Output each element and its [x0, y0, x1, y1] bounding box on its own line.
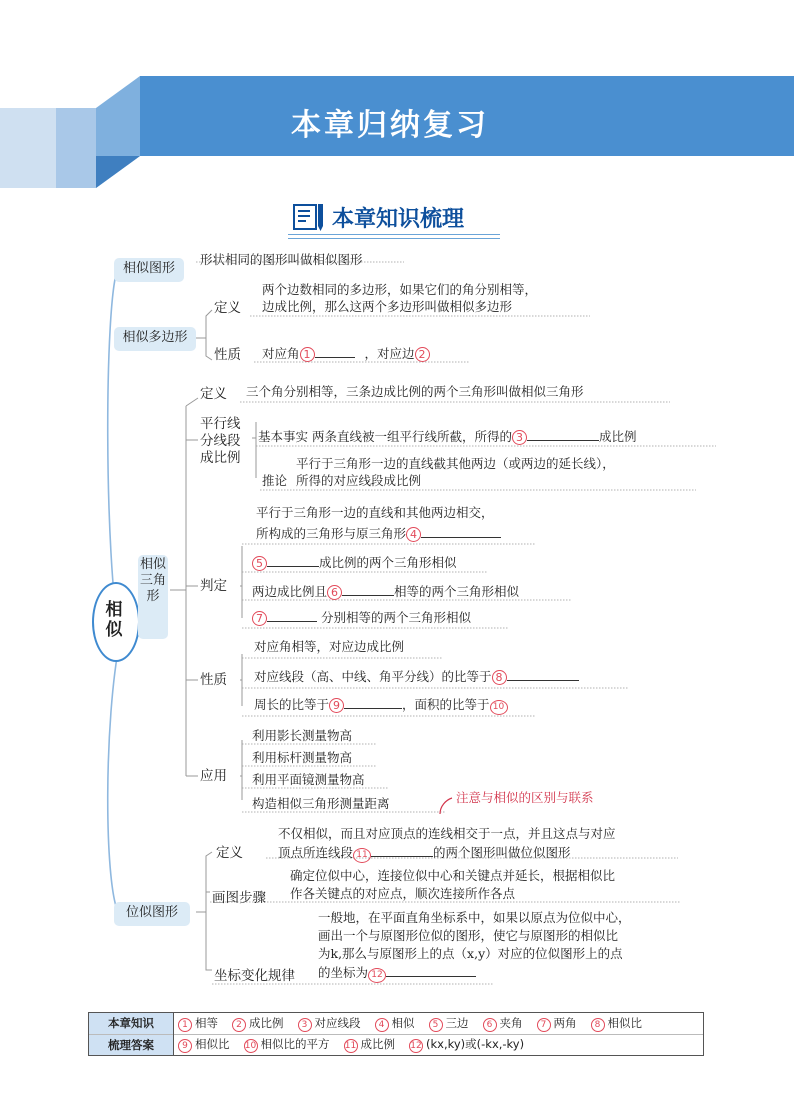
blank-number-8: 8	[492, 670, 507, 685]
answer-item	[344, 1037, 396, 1051]
blank-number-12: 12	[368, 968, 386, 983]
answer-item	[244, 1037, 330, 1051]
note-arrow	[440, 798, 452, 814]
blank-12	[386, 962, 476, 977]
blank-number-4: 4	[406, 527, 421, 542]
answer-table	[89, 1013, 703, 1055]
blank-number-2: 2	[415, 347, 430, 362]
node-similar-triangles	[138, 555, 168, 639]
blank-number-3: 3	[512, 430, 527, 445]
answer-number: 6	[483, 1018, 497, 1032]
blank-8	[507, 666, 579, 681]
draw-steps-line2: 作各关键点的对应点，顺次连接所作各点	[290, 886, 516, 901]
application-4: 构造相似三角形测量距离	[252, 796, 390, 811]
similar-triangles-label: 相似三角形	[139, 557, 166, 604]
answer-item	[537, 1016, 577, 1030]
blank-6	[342, 581, 394, 596]
blank-1	[315, 343, 355, 358]
answer-item	[483, 1016, 523, 1030]
basic-fact-b: 成比例	[598, 429, 637, 444]
homothety-def-label: 定义	[216, 845, 243, 861]
answer-header-1: 本章知识	[89, 1013, 174, 1034]
application-1: 利用影长测量物高	[252, 728, 353, 743]
blank-number-5: 5	[252, 556, 267, 571]
polygon-prop-line	[262, 343, 430, 363]
polygon-prop-b: ，对应边	[364, 346, 415, 361]
answer-number: 11	[344, 1041, 357, 1052]
answer-box	[88, 1012, 704, 1056]
judge-3-line	[252, 581, 519, 601]
corollary-line1: 平行于三角形一边的直线截其他两边（或两边的延长线），	[296, 456, 615, 471]
answer-text: 三边	[445, 1015, 469, 1030]
answer-number: 8	[591, 1018, 605, 1032]
blank-9	[344, 694, 402, 709]
blank-number-1: 1	[300, 347, 315, 362]
blank-11	[371, 842, 433, 857]
answer-text: 成比例	[360, 1037, 395, 1052]
answer-item	[375, 1016, 415, 1030]
similar-figures-text: 形状相同的图形叫做相似图形	[200, 252, 363, 267]
blank-number-10: 10	[490, 700, 508, 715]
coord-line4-text: 的坐标为	[318, 965, 369, 980]
application-label: 应用	[200, 768, 227, 784]
judge-label: 判定	[200, 578, 227, 594]
parallel-label-2: 分线段	[200, 433, 241, 449]
triangle-prop-label: 性质	[200, 672, 227, 688]
answer-text: 相似比的平方	[260, 1037, 330, 1052]
judge-4: 分别相等的两个三角形相似	[321, 610, 472, 625]
triangle-def-label: 定义	[200, 386, 227, 402]
judge-3b: 相等的两个三角形相似	[394, 584, 520, 599]
triangle-prop-2-line	[254, 666, 579, 686]
coord-line3: 为k,那么与原图形上的点（x,y）对应的位似图形上的点	[318, 946, 623, 961]
coord-line2: 画出一个与原图形位似的图形，使它与原图形的相似比	[318, 928, 619, 943]
answer-item	[232, 1016, 284, 1030]
coord-rule-label: 坐标变化规律	[214, 968, 295, 984]
node-homothety: 位似图形	[114, 902, 190, 926]
corollary-label: 推论	[262, 473, 288, 488]
judge-1a: 平行于三角形一边的直线和其他两边相交，	[256, 505, 494, 520]
answer-text: 相似比	[607, 1015, 642, 1030]
blank-number-11: 11	[353, 848, 371, 863]
application-2: 利用标杆测量物高	[252, 750, 353, 765]
answer-header-2: 梳理答案	[89, 1034, 174, 1055]
answer-row-1	[174, 1013, 704, 1034]
answer-number: 7	[537, 1018, 551, 1032]
homothety-def-2a: 顶点所连线段	[278, 845, 354, 860]
answer-text: 相等	[195, 1015, 218, 1030]
parallel-label-3: 成比例	[200, 450, 241, 466]
corollary-line2: 所得的对应线段成比例	[296, 473, 422, 488]
judge-2-line	[252, 552, 457, 572]
root-label: 相似	[105, 600, 123, 640]
judge-3a: 两边成比例且	[252, 584, 328, 599]
blank-number-7: 7	[252, 611, 267, 626]
answer-item	[298, 1016, 361, 1030]
answer-number: 3	[298, 1018, 312, 1032]
answer-text: 两角	[553, 1015, 577, 1030]
blank-5	[267, 552, 319, 567]
triangle-prop-3-line	[254, 694, 508, 715]
blank-4	[421, 523, 501, 538]
answer-text: (kx,ky)或(-kx,-ky)	[426, 1037, 525, 1052]
judge-1b-line	[256, 523, 501, 543]
basic-fact-a: 基本事实 两条直线被一组平行线所截，所得的	[258, 429, 512, 444]
homothety-def-line1: 不仅相似，而且对应顶点的连线相交于一点，并且这点与对应	[278, 826, 616, 841]
answer-text: 对应线段	[314, 1015, 361, 1030]
node-similar-figures: 相似图形	[114, 258, 184, 282]
answer-text: 成比例	[249, 1015, 284, 1030]
blank-7	[267, 607, 317, 622]
blank-3	[527, 426, 599, 441]
answer-item	[429, 1016, 469, 1030]
answer-number: 9	[178, 1039, 192, 1053]
triangle-def-text: 三个角分别相等，三条边成比例的两个三角形叫做相似三角形	[246, 384, 584, 399]
answer-item	[591, 1016, 643, 1030]
judge-4-line	[252, 607, 471, 627]
coord-line1: 一般地，在平面直角坐标系中，如果以原点为位似中心，	[318, 910, 631, 925]
answer-number: 5	[429, 1018, 443, 1032]
answer-item	[178, 1037, 230, 1051]
triangle-prop-1: 对应角相等，对应边成比例	[254, 639, 405, 654]
application-3: 利用平面镜测量物高	[252, 772, 365, 787]
basic-fact-line	[258, 426, 637, 446]
node-similar-polygons: 相似多边形	[114, 327, 196, 351]
answer-number: 10	[244, 1041, 257, 1052]
answer-item	[178, 1016, 218, 1030]
answer-number: 1	[178, 1018, 192, 1032]
judge-1b: 所构成的三角形与原三角形	[256, 526, 407, 541]
parallel-label-1: 平行线	[200, 416, 241, 432]
triangle-prop-2: 对应线段（高、中线、角平分线）的比等于	[254, 669, 492, 684]
triangle-prop-3a: 周长的比等于	[254, 697, 330, 712]
judge-2: 成比例的两个三角形相似	[319, 555, 457, 570]
polygon-def-line2: 边成比例，那么这两个多边形叫做相似多边形	[262, 299, 513, 314]
polygon-def-line1: 两个边数相同的多边形，如果它们的角分别相等，	[262, 282, 538, 297]
answer-item	[409, 1037, 524, 1051]
answer-number: 2	[232, 1018, 246, 1032]
answer-text: 相似比	[195, 1037, 230, 1052]
blank-number-6: 6	[327, 585, 342, 600]
section-title: 本章知识梳理	[332, 207, 465, 232]
answer-text: 相似	[391, 1015, 415, 1030]
page-title: 本章归纳复习	[291, 108, 489, 143]
polygon-def-label: 定义	[214, 300, 241, 316]
coord-line4	[318, 962, 476, 983]
blank-number-9: 9	[329, 698, 344, 713]
triangle-prop-3b: ，面积的比等于	[402, 697, 490, 712]
answer-text: 夹角	[499, 1015, 523, 1030]
polygon-prop-a: 对应角	[262, 346, 300, 361]
homothety-def-line2	[278, 842, 571, 863]
homothety-def-2b: 的两个图形叫做位似图形	[433, 845, 571, 860]
answer-number: 12	[410, 1041, 422, 1052]
polygon-prop-label: 性质	[214, 347, 241, 363]
draw-steps-label: 画图步骤	[212, 890, 266, 906]
draw-steps-line1: 确定位似中心，连接位似中心和关键点并延长，根据相似比	[290, 868, 616, 883]
note-difference: 注意与相似的区别与联系	[456, 790, 594, 805]
answer-row-2	[174, 1034, 704, 1055]
answer-number: 4	[375, 1018, 389, 1032]
